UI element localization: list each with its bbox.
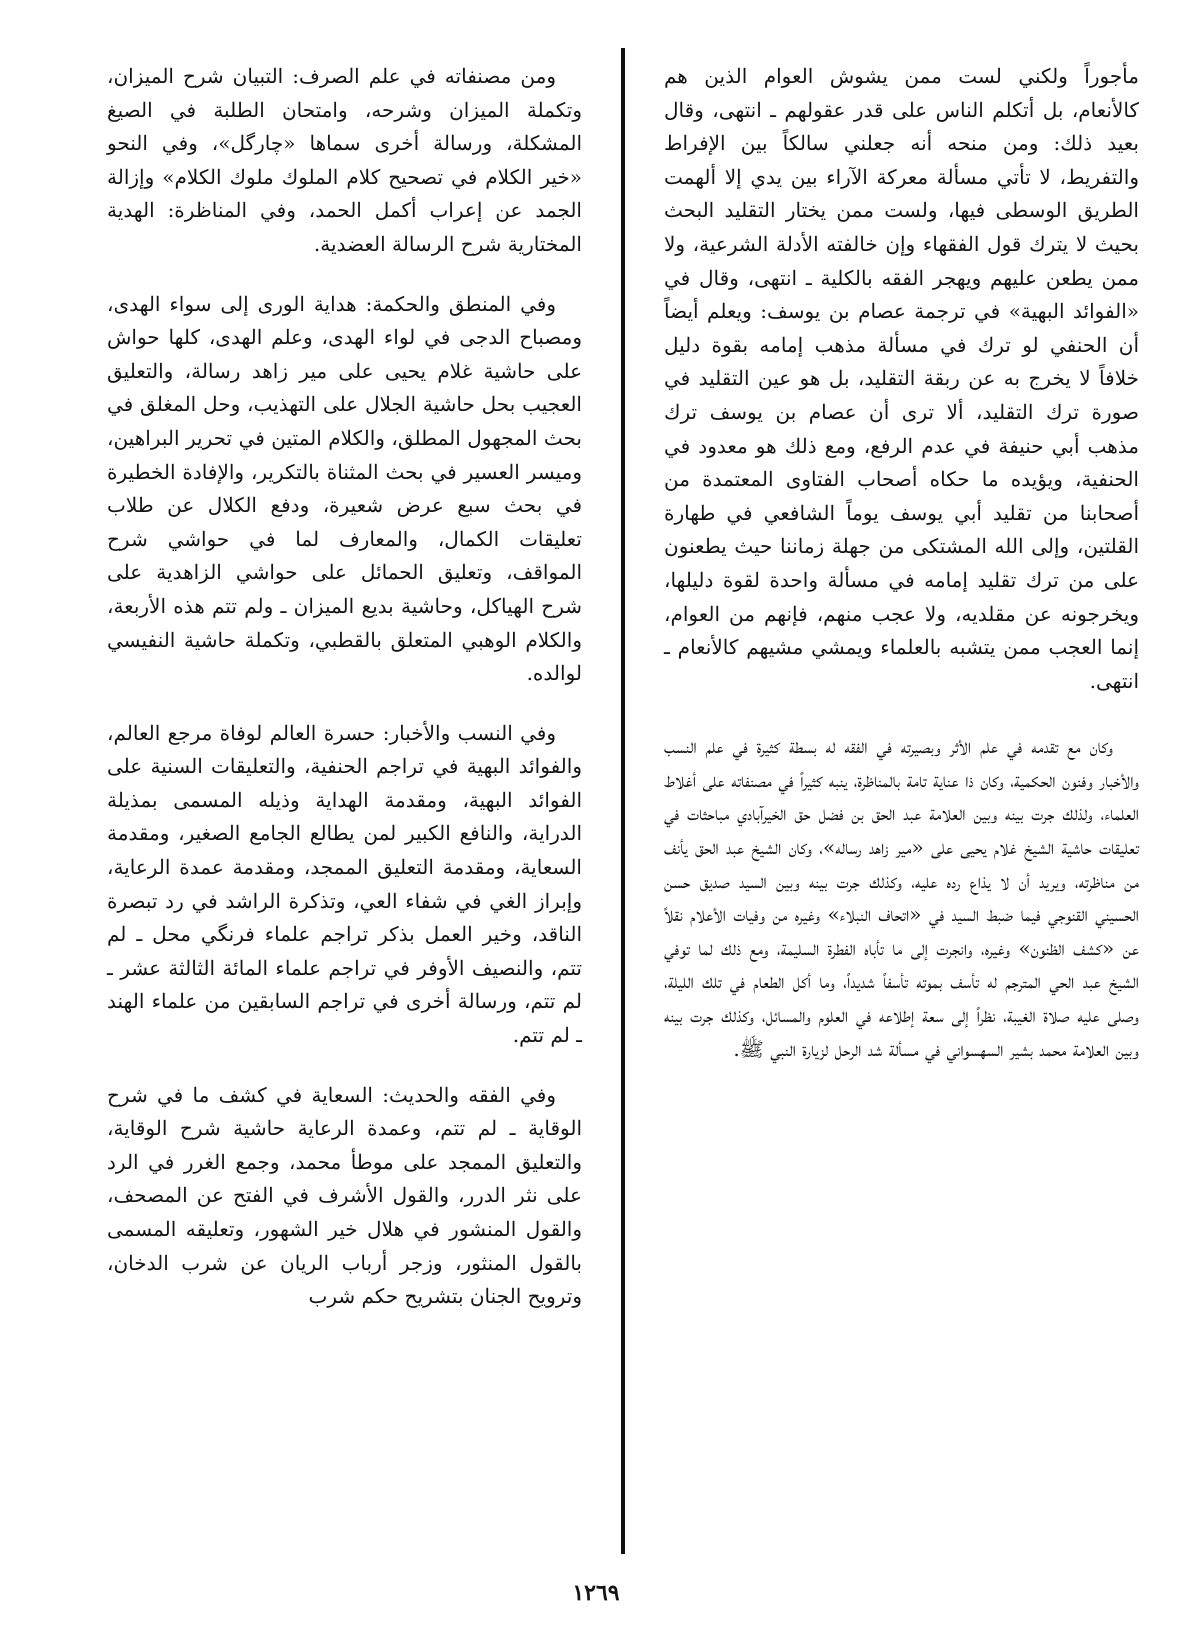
left-text-column <box>107 60 582 1340</box>
paragraph: وفي النسب والأخبار: حسرة العالم لوفاة مرجع العالم، والفوائد البهية في تراجم الحنفية، والتعليقات السنية على الفوائد البهية، ومقدمة الهداية وذيله المسمى بمذيلة الدراية، والنافع الكبير لمن يطالع الجامع الصغير، ومقدمة السعاية، ومقدمة التعليق الممجد، ومقدمة عمدة الرعاية، وإبراز الغي في شفاء العي، وتذكرة الراشد في رد تبصرة الناقد، وخير العمل بذكر تراجم علماء فرنگي محل ـ لم تتم، والنصيف الأوفر في تراجم علماء المائة الثالثة عشر ـ لم تتم، ورسالة أخرى في تراجم السابقين من علماء الهند ـ لم تتم. <box>107 720 582 1048</box>
paragraph: وكان مع تقدمه في علم الأثر وبصيرته في الفقه له بسطة كثيرة في علم النسب والأخبار وفنون الحكمية، وكان ذا عناية تامة بالمناظرة، ينبه كثيراً في مصنفاته على أغلاط العلماء، ولذلك جرت بينه وبين العلامة عبد الحق بن فضل حق الخيرآبادي مباحثات في تعليقات حاشية الشيخ غلام يحيى على «مير زاهد رساله»، وكان الشيخ عبد الحق يأنف من مناظرته، ويريد أن لا يذاع رده عليه، وكذلك جرت بينه وبين السيد صديق حسن الحسيني القنوجي فيما ضبط السيد في «اتحاف النبلاء» وغيره من وفيات الأعلام نقلاً عن «كشف الظنون» وغيره، وانجرت إلى ما تأباه الفطرة السليمة، ومع ذلك لما توفي الشيخ عبد الحي المترجم له تأسف بموته تأسفاً شديداً، وما أكل الطعام في تلك الليلة، وصلى عليه صلاة الغيبة، نظراً إلى سعة إطلاعه في العلوم والمسائل، وكذلك جرت بينه وبين العلامة محمد بشير السهسواني في مسألة شد الرحل لزيارة النبي ﷺ. <box>664 734 1139 1061</box>
paragraph: مأجوراً ولكني لست ممن يشوش العوام الذين هم كالأنعام، بل أتكلم الناس على قدر عقولهم ـ انتهى، وقال بعيد ذلك: ومن منحه أنه جعلني سالكاً بين الإفراط والتفريط، لا تأتي مسألة معركة الآراء بين يدي إلا ألهمت الطريق الوسطى فيها، ولست ممن يختار التقليد البحث بحيث لا يترك قول الفقهاء وإن خالفته الأدلة الشرعية، ولا ممن يطعن عليهم ويهجر الفقه بالكلية ـ انتهى، وقال في «الفوائد البهية» في ترجمة عصام بن يوسف: ويعلم أيضاً أن الحنفي لو ترك في مسألة مذهب إمامه بقوة دليل خلافاً لا يخرج به عن ربقة التقليد، بل هو عين التقليد في صورة ترك التقليد، ألا ترى أن عصام بن يوسف ترك مذهب أبي حنيفة في عدم الرفع، ومع ذلك هو معدود في الحنفية، ويؤيده ما حكاه أصحاب الفتاوى المعتمدة من أصحابنا من تقليد أبي يوسف يوماً الشافعي في طهارة القلتين، وإلى الله المشتكى من جهلة زماننا حيث يطعنون على من ترك تقليد إمامه في مسألة واحدة لقوة دليلها، ويخرجونه عن مقلديه، ولا عجب منهم، فإنهم من العوام، إنما العجب ممن يتشبه بالعلماء ويمشي مشيهم كالأنعام ـ انتهى. <box>664 64 1139 693</box>
column-divider <box>621 48 625 1554</box>
right-text-column <box>664 60 1139 1092</box>
page-number: ١٢٦٩ <box>572 1580 620 1606</box>
paragraph: وفي الفقه والحديث: السعاية في كشف ما في شرح الوقاية ـ لم تتم، وعمدة الرعاية حاشية شرح الوقاية، والتعليق الممجد على موطأ محمد، وجمع الغرر في الرد على نثر الدرر، والقول الأشرف في الفتح عن المصحف، والقول المنشور في هلال خير الشهور، وتعليقه المسمى بالقول المنثور، وزجر أرباب الريان عن شرب الدخان، وترويح الجنان بتشريح حكم شرب <box>107 1082 582 1309</box>
paragraph: ومن مصنفاته في علم الصرف: التبيان شرح الميزان، وتكملة الميزان وشرحه، وامتحان الطلبة في الصيغ المشكلة، ورسالة أخرى سماها «چارگل»، وفي النحو «خير الكلام في تصحيح كلام الملوك ملوك الكلام» وإزالة الجمد عن إعراب أكمل الحمد، وفي المناظرة: الهدية المختارية شرح الرسالة العضدية. <box>107 64 582 256</box>
paragraph: وفي المنطق والحكمة: هداية الورى إلى سواء الهدى، ومصباح الدجى في لواء الهدى، وعلم الهدى، كلها حواش على حاشية غلام يحيى على مير زاهد رسالة، والتعليق العجيب بحل حاشية الجلال على التهذيب، وحل المغلق في بحث المجهول المطلق، والكلام المتين في تحرير البراهين، وميسر العسير في بحث المثناة بالتكرير، والإفادة الخطيرة في بحث سبع عرض شعيرة، ودفع الكلال عن طلاب تعليقات الكمال، والمعارف لما في حواشي شرح المواقف، وتعليق الحمائل على حواشي الزاهدية على شرح الهياكل، وحاشية بديع الميزان ـ ولم تتم هذه الأربعة، والكلام الوهبي المتعلق بالقطبي، وتكملة حاشية النفيسي لوالده. <box>107 291 582 686</box>
